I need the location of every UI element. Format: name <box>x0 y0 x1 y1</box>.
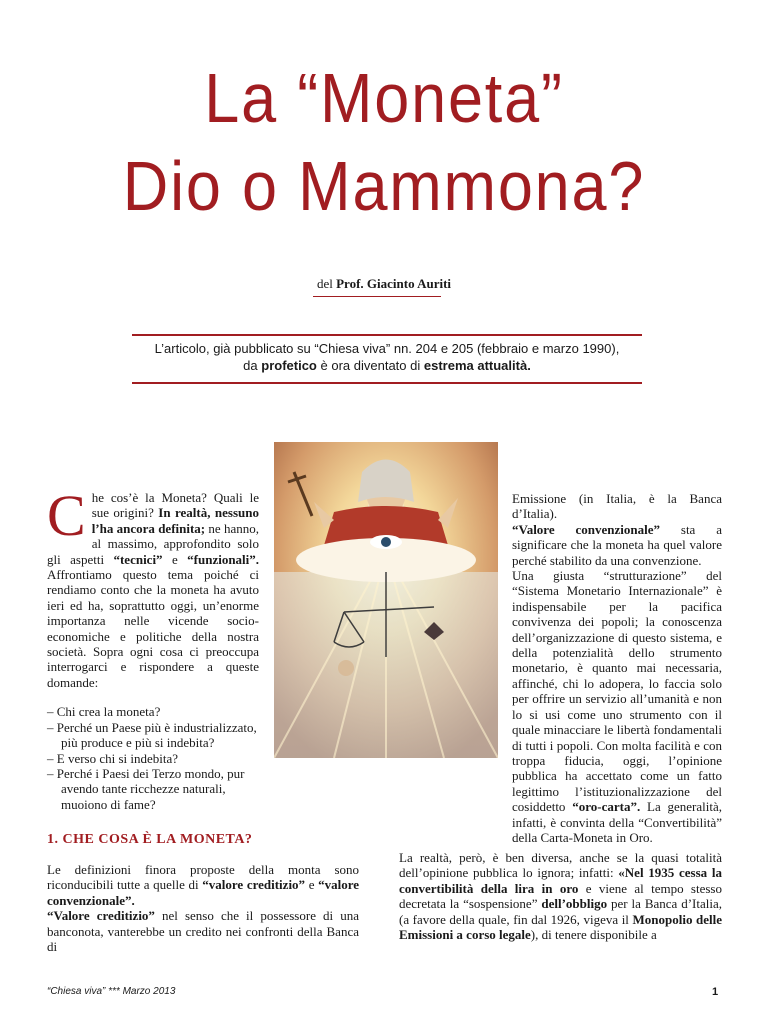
column-left-bottom <box>47 862 359 954</box>
byline-underline <box>313 296 441 297</box>
column-left <box>47 483 260 812</box>
intro-text: è ora diventato di <box>320 358 421 373</box>
text: La realtà, però, è ben diversa, anche se la quasi totalità dell’opinione pubblica lo ignora; infatti: <box>399 850 722 881</box>
intro-line-1: L’articolo, già pubblicato su “Chiesa viva” nn. 204 e 205 (febbraio e marzo 1990), <box>154 341 620 356</box>
bold-text: “Valore convenzionale” <box>512 521 660 537</box>
list-item: – E verso chi si indebita? <box>47 750 179 766</box>
text: e <box>171 551 178 567</box>
list-item: – Perché un Paese più è industrializzato, più produce e più si indebita? <box>47 719 257 751</box>
illustration-god-eye-scales <box>274 442 498 758</box>
bold-text: “valore creditizio” <box>202 877 306 893</box>
drop-cap: C <box>47 483 86 548</box>
footer-publication: “Chiesa viva” *** Marzo 2013 <box>47 986 176 997</box>
text: Una giusta “strutturazione” del “Sistema Monetario Internazionale” è indispensabile per la pacifica convivenza dei popoli; la conoscenza dell’organizzazione di questo sistema, e della potenzialità dello strumento monetario, è quanto mai necessaria, affinché, chi lo adopera, lo faccia solo per offrire un servizio all’umanità e non lo si usi come uno strumento con il quale minacciare le libertà fondamentali di tutti i popoli. Con molta facilità e con troppa fiducia, oggi, l’opinione pubblica ha accettato come un fatto legittimo l’istituzionalizzazione del cosiddetto <box>512 568 722 815</box>
text: e <box>308 877 315 893</box>
text: ), di tenere disponibile a <box>530 927 657 943</box>
intro-rule-bottom <box>132 382 642 384</box>
bold-text: “Valore creditizio” <box>47 908 155 924</box>
text: ne hanno, al massimo, approfondito solo gli aspetti <box>47 520 259 567</box>
text: e viene al tempo stesso decretata la “sospensione” <box>399 880 722 912</box>
intro-line-2 <box>132 357 642 374</box>
illustration-svg <box>274 442 498 758</box>
column-right-bottom <box>399 850 722 942</box>
byline <box>0 276 768 292</box>
text: Le definizioni finora proposte della monta sono riconducibili tutte a quelle di <box>47 862 359 893</box>
bold-text: Monopolio delle Emissioni a corso legale <box>399 911 722 943</box>
list-item: – Chi crea la moneta? <box>47 704 161 720</box>
section-heading: 1. CHE COSA È LA MONETA? <box>47 832 253 847</box>
paragraph: Emissione (in Italia, è la Banca d’Italia). <box>512 491 722 522</box>
question-list <box>47 704 259 812</box>
paragraph <box>47 862 359 908</box>
bold-text: dell’obbligo <box>541 896 608 912</box>
intro-text: da <box>243 358 258 373</box>
text: La generalità, infatti, è convinta della “Convertibilità” della Carta-Moneta in Oro. <box>512 799 723 845</box>
title-line-1: La “Moneta” <box>204 59 564 137</box>
list-item: – Perché i Paesi dei Terzo mondo, pur avendo tante ricchezze naturali, muoiono di fame? <box>47 765 245 812</box>
intro-box <box>132 340 642 374</box>
bold-text: “oro-carta”. <box>572 799 641 815</box>
text: Affrontiamo questo tema poiché ci rendiamo conto che la moneta ha avuto ieri ed ha, soprattutto oggi, un’enorme importanza nelle vicende socio-economiche e politiche della nostra società. Sopra ogni cosa ci preoccupa interrogarci e rispondere a queste domande: <box>47 567 259 690</box>
intro-bold: profetico <box>261 358 317 373</box>
bold-text: “funzionali”. <box>187 551 260 567</box>
byline-author: Prof. Giacinto Auriti <box>336 276 452 291</box>
bold-text: «Nel 1935 cessa la convertibilità della lira in oro <box>399 865 722 896</box>
text: per la Banca d’Italia, (a favore della quale, fin dal 1926, vigeva il <box>399 896 722 927</box>
paragraph <box>47 908 359 954</box>
text: sta a significare che la moneta ha quel valore perché stabilito da una convenzione. <box>512 521 722 568</box>
text: nel senso che il possessore di una banconota, vanterebbe un credito nei confronti della Banca di <box>47 908 359 955</box>
bold-text: “tecnici” <box>113 551 163 567</box>
paragraph-opening <box>47 483 260 690</box>
paragraph <box>512 522 722 568</box>
paragraph <box>399 850 722 942</box>
column-right <box>512 491 722 845</box>
intro-rule-top <box>132 334 642 336</box>
title-line-2: Dio o Mammona? <box>122 147 646 225</box>
byline-prefix: del <box>316 276 333 291</box>
text: he cos’è la Moneta? Quali le sue origini? <box>91 490 259 521</box>
page-number: 1 <box>712 986 719 998</box>
intro-bold: estrema attualità. <box>423 358 531 373</box>
bold-text: In realtà, nessuno l’ha ancora definita; <box>91 505 259 536</box>
bold-text: “valore convenzionale”. <box>47 877 360 908</box>
paragraph <box>512 568 722 845</box>
